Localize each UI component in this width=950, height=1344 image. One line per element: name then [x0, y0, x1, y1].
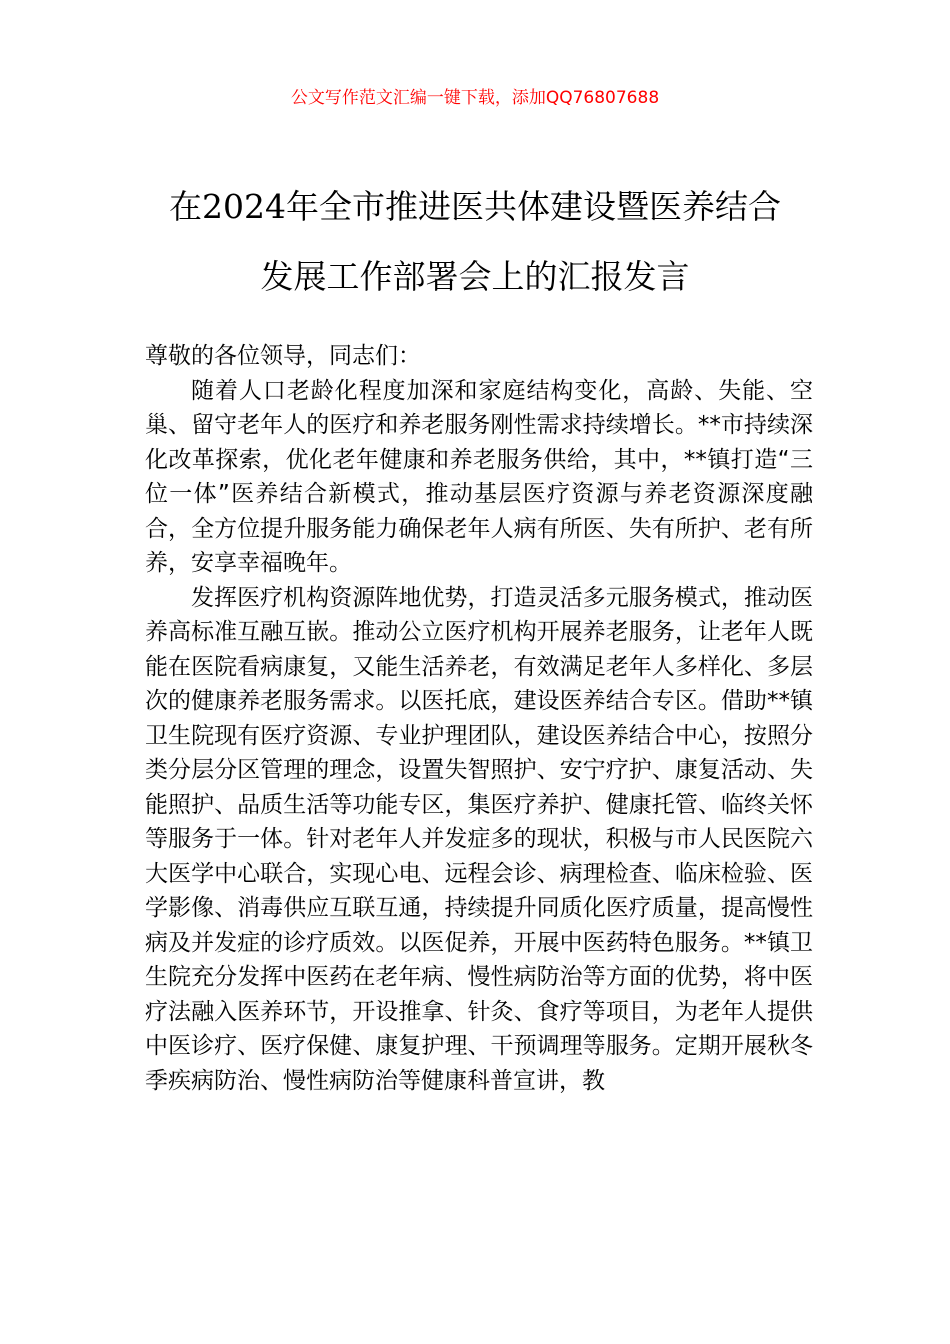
title-line-2: 发展工作部署会上的汇报发言	[260, 257, 690, 296]
paragraph-medical-resources: 发挥医疗机构资源阵地优势，打造灵活多元服务模式，推动医养高标准互融互嵌。推动公立医疗机构开展养老服务，让老年人既能在医院看病康复，又能生活养老，有效满足老年人多样化、多层次的健康养老服务需求。以医托底，建设医养结合专区。借助**镇卫生院现有医疗资源、专业护理团队，建设医养结合中心，按照分类分层分区管理的理念，设置失智照护、安宁疗护、康复活动、失能照护、品质生活等功能专区，集医疗养护、健康托管、临终关怀等服务于一体。针对老年人并发症多的现状，积极与市人民医院六大医学中心联合，实现心电、远程会诊、病理检查、临床检验、医学影像、消毒供应互联互通，持续提升同质化医疗质量，提高慢性病及并发症的诊疗质效。以医促养，开展中医药特色服务。**镇卫生院充分发挥中医药在老年病、慢性病防治等方面的优势，将中医疗法融入医养环节，开设推拿、针灸、食疗等项目，为老年人提供中医诊疗、医疗保健、康复护理、干预调理等服务。定期开展秋冬季疾病防治、慢性病防治等健康科普宣讲，教	[145, 584, 813, 1094]
paragraph-intro: 随着人口老龄化程度加深和家庭结构变化，高龄、失能、空巢、留守老年人的医疗和养老服务刚性需求持续增长。**市持续深化改革探索，优化老年健康和养老服务供给，其中，**镇打造“三位一体”医养结合新模式，推动基层医疗资源与养老资源深度融合，全方位提升服务能力确保老年人病有所医、失有所护、老有所养，安享幸福晚年。	[145, 377, 813, 576]
download-promo-note: 公文写作范文汇编一键下载，添加QQ76807688	[290, 88, 660, 108]
salutation: 尊敬的各位领导，同志们：	[145, 343, 421, 369]
document-title	[0, 172, 950, 312]
title-line-1: 在2024年全市推进医共体建设暨医养结合	[169, 187, 781, 226]
document-body	[145, 339, 813, 1098]
